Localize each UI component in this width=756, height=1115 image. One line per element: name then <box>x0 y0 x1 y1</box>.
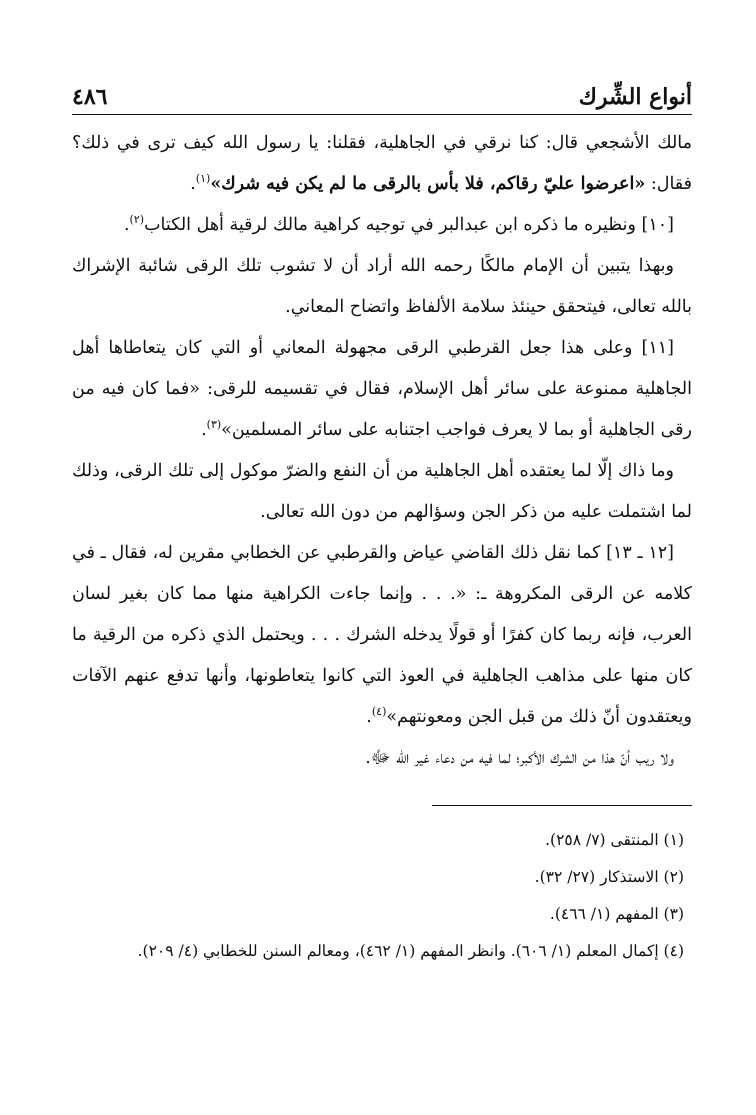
footnotes <box>72 822 692 970</box>
footnote-ref-4[interactable]: (٤) <box>371 705 387 719</box>
running-header <box>72 70 692 115</box>
footnote-divider <box>432 805 692 806</box>
hadith-quote: «اعرضوا عليّ رقاكم، فلا بأس بالرقى ما لم يكن فيه شرك» <box>210 174 646 194</box>
paragraph-text: وما ذاك إلّا لما يعتقده أهل الجاهلية من أن النفع والضرّ موكول إلى تلك الرقى، وذلك لما اشتملت عليه من ذكر الجن وسؤالهم من دون الله تعالى. <box>72 461 692 522</box>
footnote-ref-3[interactable]: (٣) <box>206 418 222 432</box>
book-page <box>72 70 692 970</box>
paragraph-end: . <box>201 420 207 440</box>
paragraph-text: [١١] وعلى هذا جعل القرطبي الرقى مجهولة المعاني أو التي كان يتعاطاها أهل الجاهلية ممنوعة على سائر أهل الإسلام، فقال في تقسيمه للرقى: «فما كان فيه من رقى الجاهلية أو بما لا يعرف فواجب اجتنابه على سائر المسلمين» <box>72 338 692 440</box>
paragraph-1 <box>72 123 692 205</box>
paragraph-end: . <box>366 707 372 727</box>
paragraph-text: وبهذا يتبين أن الإمام مالكًا رحمه الله أراد أن لا تشوب تلك الرقى شائبة الإشراك بالله تعالى، فيتحقق حينئذ سلامة الألفاظ واتضاح المعاني. <box>72 256 692 317</box>
paragraph-3 <box>72 246 692 328</box>
paragraph-text: مالك الأشجعي قال: كنا نرقي في الجاهلية، فقلنا: يا رسول الله كيف ترى في ذلك؟ فقال: <box>72 133 692 194</box>
footnote-ref-1[interactable]: (١) <box>195 172 211 186</box>
paragraph-end: . <box>190 174 196 194</box>
paragraph-text: [١٠] ونظيره ما ذكره ابن عبدالبر في توجيه كراهية مالك لرقية أهل الكتاب <box>144 215 674 235</box>
footnote-2: (٢) الاستذكار (٢٧/ ٣٢). <box>534 868 684 886</box>
paragraph-2 <box>72 205 692 246</box>
footnote-1: (١) المنتقى (٧/ ٢٥٨). <box>545 831 684 849</box>
paragraph-6 <box>72 533 692 738</box>
paragraph-5 <box>72 451 692 533</box>
paragraph-text: ولا ريب أنّ هذا من الشرك الأكبر؛ لما فيه من دعاء غير الله ﷻ. <box>365 748 674 768</box>
footnote-3: (٣) المفهم (١/ ٤٦٦). <box>549 905 684 923</box>
running-title: أنواع الشِّرك <box>578 84 692 110</box>
paragraph-end: . <box>123 215 130 235</box>
main-text <box>72 123 692 779</box>
footnote-ref-2[interactable]: (٢) <box>129 213 145 227</box>
page-number: ٤٨٦ <box>72 84 108 110</box>
paragraph-4 <box>72 328 692 451</box>
footnote-4: (٤) إكمال المعلم (١/ ٦٠٦). وانظر المفهم (١/ ٤٦٢)، ومعالم السنن للخطابي (٤/ ٢٠٩). <box>137 942 684 960</box>
paragraph-7 <box>72 738 692 779</box>
paragraph-text: [١٢ ـ ١٣] كما نقل ذلك القاضي عياض والقرطبي عن الخطابي مقرين له، فقال ـ في كلامه عن الرقى المكروهة ـ: «. . . وإنما جاءت الكراهية منها مما كان بغير لسان العرب، فإنه ربما كان كفرًا أو قولًا يدخله الشرك . . . ويحتمل الذي ذكره من الرقية ما كان منها على مذاهب الجاهلية في العوذ التي كانوا يتعاطونها، وأنها تدفع عنهم الآفات ويعتقدون أنّ ذلك من قبل الجن ومعونتهم» <box>72 543 692 727</box>
